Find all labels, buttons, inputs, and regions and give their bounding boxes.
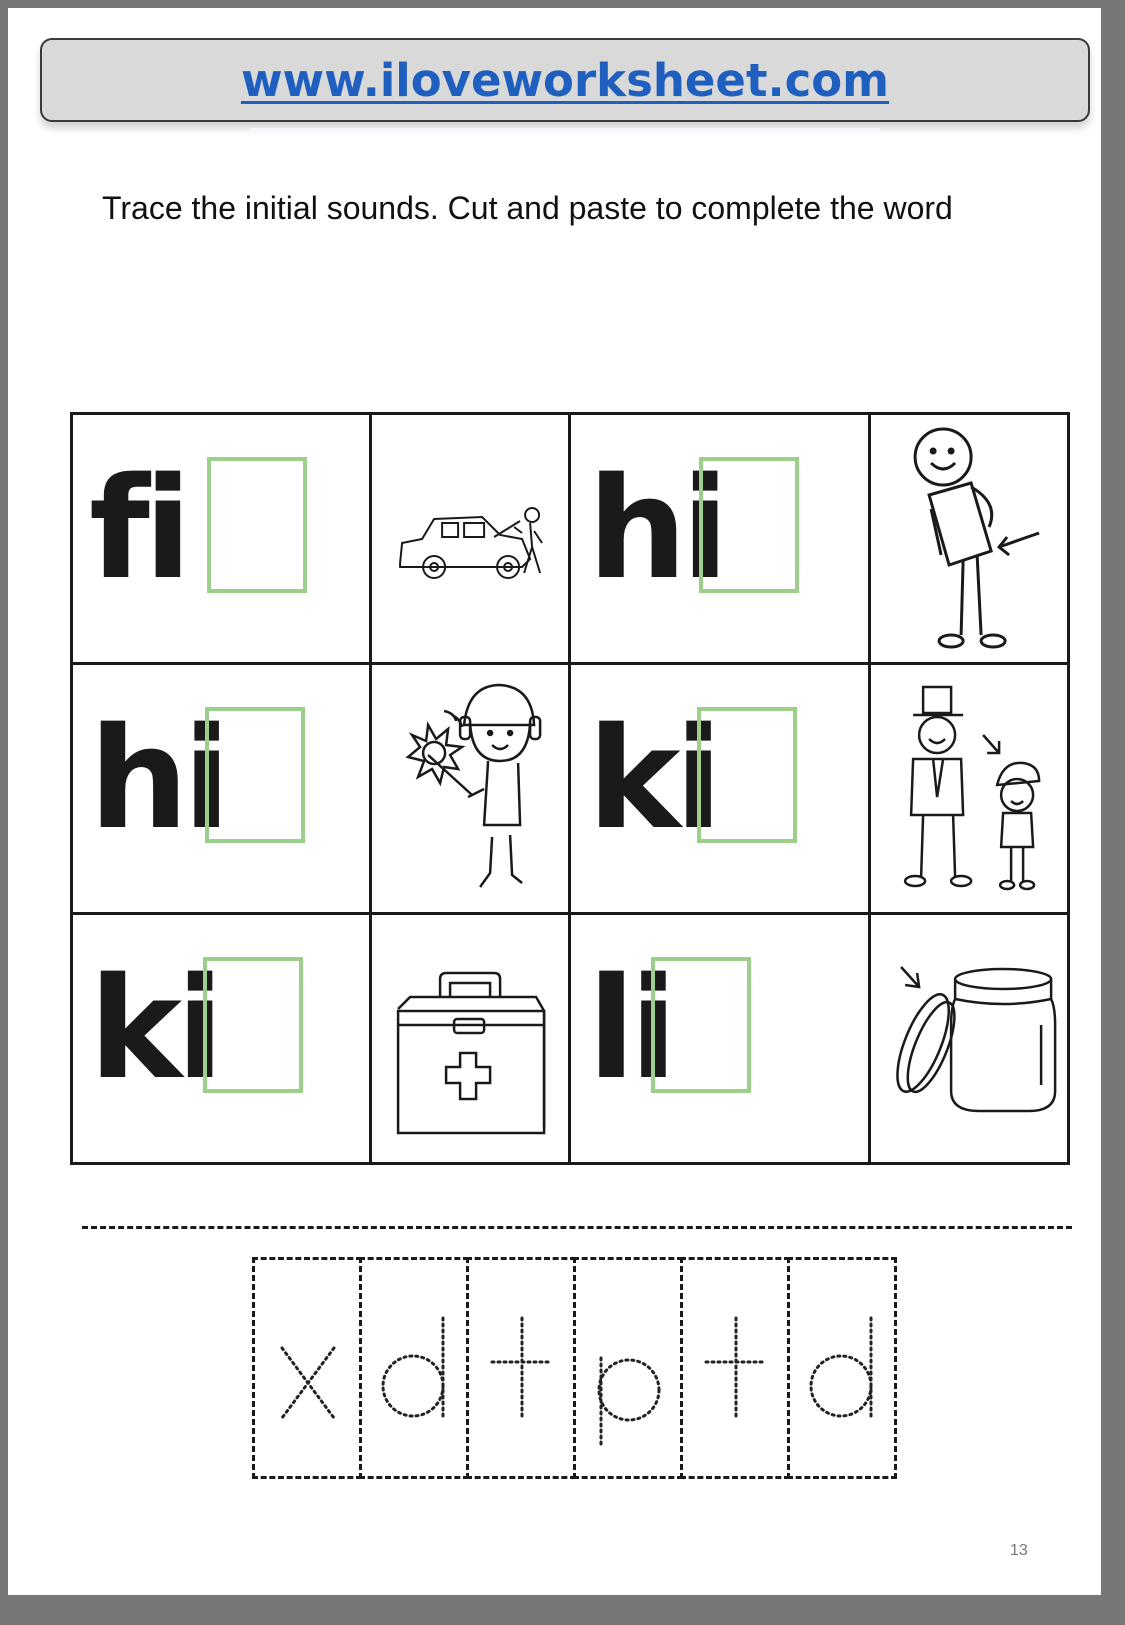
word-cell xyxy=(570,914,869,1164)
grid-row xyxy=(72,914,1069,1164)
dotted-letter-x xyxy=(262,1268,352,1468)
grid-row xyxy=(72,664,1069,914)
answer-box[interactable] xyxy=(697,707,797,843)
word-text: ki xyxy=(587,698,717,861)
dotted-letter-d xyxy=(369,1268,459,1468)
word-cell xyxy=(570,664,869,914)
svg-text:d: d xyxy=(841,1458,843,1459)
site-link[interactable]: www.iloveworksheet.com xyxy=(240,53,890,107)
answer-box[interactable] xyxy=(651,957,751,1093)
word-text: li xyxy=(587,948,672,1111)
letter-card[interactable] xyxy=(359,1257,469,1479)
letter-card[interactable] xyxy=(573,1257,683,1479)
letter-card[interactable] xyxy=(680,1257,790,1479)
svg-text:p: p xyxy=(627,1464,629,1465)
answer-box[interactable] xyxy=(205,707,305,843)
word-cell xyxy=(72,664,371,914)
page-number: 13 xyxy=(1010,1542,1028,1559)
word-cell xyxy=(570,414,869,664)
word-text: ki xyxy=(89,948,219,1111)
word-cell xyxy=(72,914,371,1164)
cut-line xyxy=(82,1226,1072,1229)
word-text: hi xyxy=(89,698,225,861)
word-text: fi xyxy=(89,448,186,611)
word-cell xyxy=(72,414,371,664)
dotted-letter-p xyxy=(583,1268,673,1468)
banner-reflection xyxy=(250,128,880,138)
stick-figure-hip-icon xyxy=(871,415,1067,662)
dotted-letter-t xyxy=(476,1268,566,1468)
picture-cell xyxy=(869,414,1068,664)
boy-baseball-icon xyxy=(372,665,568,912)
svg-text:d: d xyxy=(413,1458,415,1459)
car-mechanic-icon xyxy=(372,415,568,662)
word-text: hi xyxy=(587,448,724,611)
letter-card[interactable] xyxy=(466,1257,576,1479)
instruction-text: Trace the initial sounds. Cut and paste to complete the word xyxy=(102,190,953,226)
dotted-letter-d xyxy=(797,1268,887,1468)
man-and-kid-icon xyxy=(871,665,1067,912)
site-banner xyxy=(40,38,1090,122)
jar-with-lid-icon xyxy=(871,915,1067,1162)
picture-cell xyxy=(869,914,1068,1164)
answer-box[interactable] xyxy=(207,457,307,593)
answer-box[interactable] xyxy=(203,957,303,1093)
letter-card[interactable] xyxy=(787,1257,897,1479)
grid-row xyxy=(72,414,1069,664)
word-picture-grid xyxy=(70,412,1070,1165)
first-aid-kit-icon xyxy=(372,915,568,1162)
picture-cell xyxy=(371,914,570,1164)
picture-cell xyxy=(371,414,570,664)
letter-card[interactable] xyxy=(252,1257,362,1479)
svg-text:x: x xyxy=(306,1458,308,1459)
picture-cell xyxy=(869,664,1068,914)
picture-cell xyxy=(371,664,570,914)
svg-text:t: t xyxy=(520,1458,522,1459)
answer-box[interactable] xyxy=(699,457,799,593)
cutout-letters xyxy=(252,1257,894,1479)
dotted-letter-t xyxy=(690,1268,780,1468)
svg-text:t: t xyxy=(734,1458,736,1459)
